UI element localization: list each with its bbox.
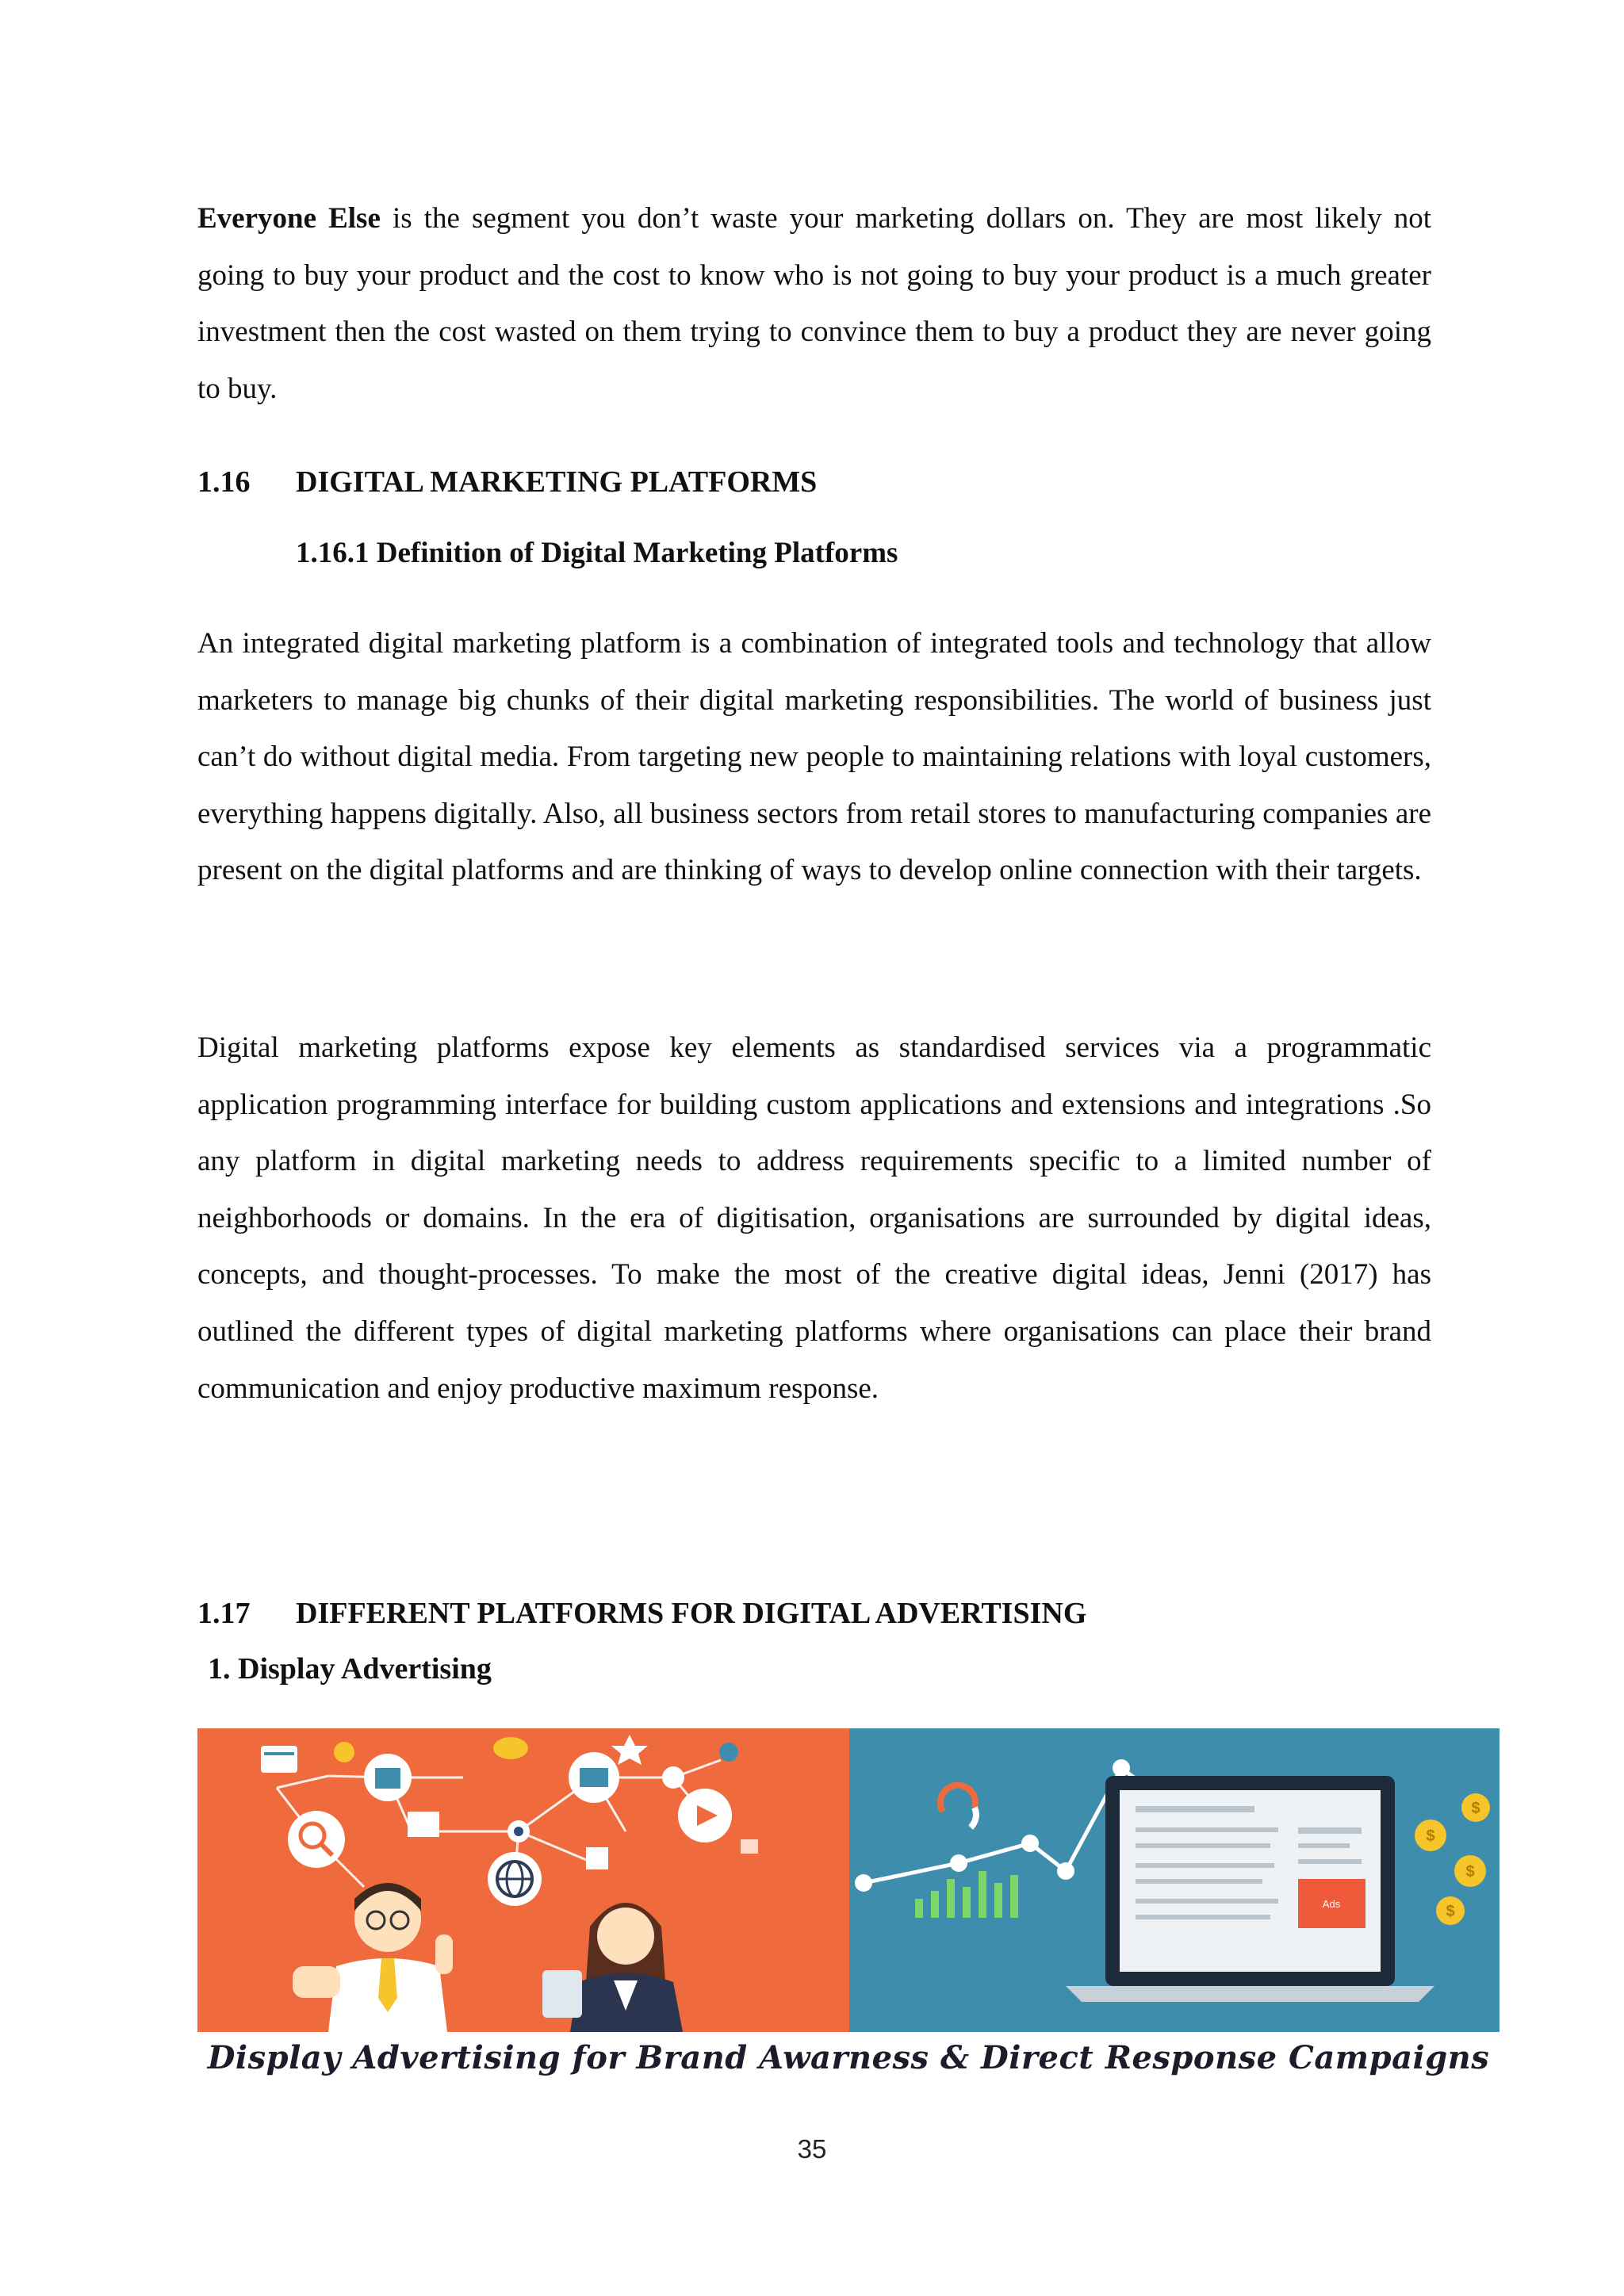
- paragraph-text: is the segment you don’t waste your marketing dollars on. They are most likely not going to buy your product and the cost to know who is not going to buy your product is a much greater investment then the cost wasted on them trying to convince them to buy a product they are never going to buy.: [197, 202, 1431, 405]
- figure-caption: Display Advertising for Brand Awarness & Direct Response Campaigns: [207, 2039, 1490, 2076]
- svg-text:$: $: [1446, 1903, 1455, 1920]
- document-icon: [408, 1812, 439, 1837]
- page-number: 35: [797, 2134, 827, 2164]
- magnifier-icon: [288, 1811, 345, 1868]
- gear-icon: [334, 1742, 354, 1762]
- chat-bubble-icon: [493, 1737, 528, 1759]
- browser-icon: [261, 1746, 297, 1773]
- subsection-heading-1-16-1: 1.16.1 Definition of Digital Marketing Platforms: [296, 537, 898, 569]
- section-number: 1.16: [197, 465, 251, 499]
- subheading-display-advertising: 1. Display Advertising: [208, 1652, 492, 1686]
- bold-lead-term: Everyone Else: [197, 202, 381, 235]
- svg-text:$: $: [1426, 1827, 1435, 1845]
- display-advertising-figure: [197, 1728, 1500, 2032]
- section-title: DIFFERENT PLATFORMS FOR DIGITAL ADVERTISING: [296, 1597, 1087, 1630]
- paragraph-platforms-expose: Digital marketing platforms expose key elements as standardised services via a programmatic application programming interface for building custom applications and extensions and integrations .So any platform in digital marketing needs to address requirements specific to a limited number of neighborhoods or domains. In the era of digitisation, organisations are surrounded by digital ideas, concepts, and thought-processes. To make the most of the creative digital ideas, Jenni (2017) has outlined the different types of digital marketing platforms where organisations can place their brand communication and enjoy productive maximum response.: [197, 1031, 1431, 1405]
- section-heading-1-17: [197, 1596, 1086, 1631]
- paragraph-everyone-else: [197, 190, 1431, 417]
- section-number: 1.17: [197, 1597, 251, 1630]
- ads-label: Ads: [1322, 1898, 1341, 1910]
- figure-illustration: [197, 1728, 1500, 2032]
- thumbs-up-icon: [741, 1839, 758, 1854]
- laptop-illustration: [1066, 1776, 1434, 2002]
- settings-icon: [662, 1766, 684, 1789]
- svg-text:$: $: [1465, 1863, 1475, 1881]
- section-title: DIGITAL MARKETING PLATFORMS: [296, 465, 818, 499]
- section-heading-1-16: [197, 465, 817, 499]
- user-icon: [719, 1743, 738, 1762]
- paragraph-integrated-platform: An integrated digital marketing platform is a combination of integrated tools and technology that allow marketers to manage big chunks of their digital marketing responsibilities. The world of business just can’t do without digital media. From targeting new people to maintaining relations with loyal customers, everything happens digitally. Also, all business sectors from retail stores to manufacturing companies are present on the digital platforms and are thinking of ways to develop online connection with their targets.: [197, 627, 1431, 887]
- svg-text:$: $: [1471, 1800, 1480, 1817]
- megaphone-icon: [586, 1847, 608, 1869]
